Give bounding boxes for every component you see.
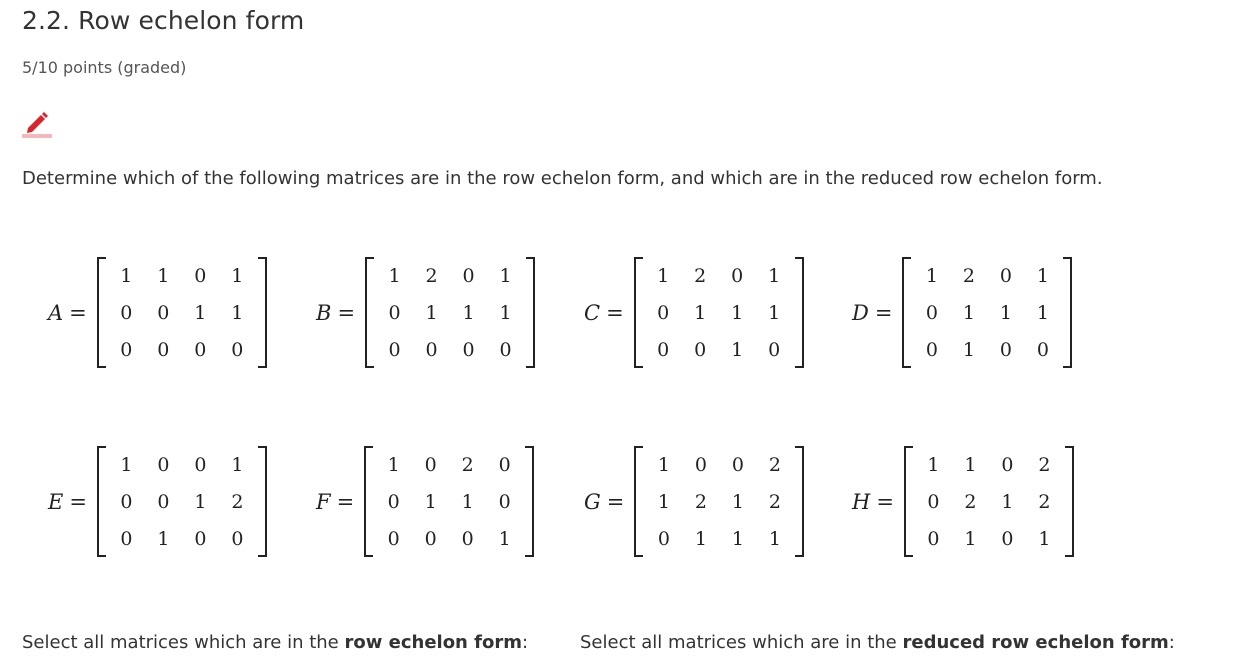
matrix-cell: 1 [194, 490, 207, 513]
matrix-cell: 1 [1036, 301, 1049, 324]
matrix-cell: 0 [387, 527, 400, 550]
left-bracket [365, 257, 374, 368]
matrix-cell: 1 [1036, 264, 1049, 287]
matrix-name: H [852, 489, 871, 514]
matrix-cell: 1 [462, 301, 475, 324]
matrix-name: B [316, 300, 332, 325]
equals-sign: = [69, 300, 87, 325]
equals-sign: = [336, 489, 355, 514]
left-bracket [634, 446, 643, 557]
matrix-cell: 1 [962, 338, 975, 361]
matrix-cell: 1 [194, 301, 207, 324]
matrix-cell: 1 [964, 527, 977, 550]
matrix-e [48, 446, 267, 557]
question-prompt: Determine which of the following matrices are in the row echelon form, and which are in the reduced row echelon form. [22, 168, 1103, 189]
right-bracket [1065, 446, 1074, 557]
rref-select-label [580, 632, 1175, 653]
matrix-cell: 1 [657, 264, 670, 287]
matrix-body [904, 446, 1074, 557]
matrix-cell: 0 [425, 338, 438, 361]
right-bracket [258, 446, 267, 557]
matrix-cell: 0 [461, 527, 474, 550]
matrix-cell: 0 [1001, 527, 1014, 550]
matrix-cell: 0 [157, 453, 170, 476]
matrix-cell: 0 [694, 338, 707, 361]
left-bracket [634, 257, 643, 368]
matrix-cell: 1 [999, 301, 1012, 324]
matrix-cell: 0 [1001, 453, 1014, 476]
matrix-cell: 0 [927, 527, 940, 550]
right-bracket [795, 446, 804, 557]
matrix-cell: 2 [768, 453, 781, 476]
matrix-cell: 0 [927, 490, 940, 513]
matrix-cell: 0 [388, 338, 401, 361]
matrix-cell: 1 [731, 338, 744, 361]
matrix-cell: 1 [120, 453, 133, 476]
matrix-cell: 1 [927, 453, 940, 476]
matrix-cell: 0 [657, 338, 670, 361]
matrix-cell: 0 [1036, 338, 1049, 361]
matrix-cell: 1 [424, 490, 437, 513]
matrix-cell: 0 [387, 490, 400, 513]
matrix-cell: 0 [731, 264, 744, 287]
matrix-cell: 0 [388, 301, 401, 324]
matrix-cell: 0 [499, 338, 512, 361]
rref-bold: reduced row echelon form [902, 632, 1169, 653]
matrix-body [97, 257, 267, 368]
matrix-a [48, 257, 267, 368]
matrix-cell: 0 [120, 527, 133, 550]
matrix-name: D [852, 300, 869, 325]
matrix-cell: 0 [424, 527, 437, 550]
matrix-cell: 1 [231, 301, 244, 324]
matrix-cell: 1 [388, 264, 401, 287]
matrix-cell: 2 [1038, 453, 1051, 476]
right-bracket [525, 446, 534, 557]
matrix-cell: 1 [231, 453, 244, 476]
matrix-cell: 0 [424, 453, 437, 476]
right-bracket [258, 257, 267, 368]
matrix-body [902, 257, 1072, 368]
left-bracket [97, 257, 106, 368]
matrix-cell: 2 [962, 264, 975, 287]
matrix-cell: 0 [925, 338, 938, 361]
matrix-cell: 2 [461, 453, 474, 476]
left-bracket [364, 446, 373, 557]
ref-bold: row echelon form [344, 632, 522, 653]
left-bracket [97, 446, 106, 557]
pencil-icon[interactable] [22, 106, 52, 138]
matrix-cell: 1 [964, 453, 977, 476]
ref-suffix: : [521, 632, 529, 653]
ref-prefix: Select all matrices which are in the [22, 632, 345, 653]
matrix-cell: 0 [657, 527, 670, 550]
matrix-name: G [584, 489, 601, 514]
right-bracket [795, 257, 804, 368]
matrix-cell: 0 [498, 453, 511, 476]
matrix-name: A [48, 300, 64, 325]
matrix-cell: 1 [499, 264, 512, 287]
matrix-h [852, 446, 1074, 557]
matrix-cell: 0 [694, 453, 707, 476]
matrix-cell: 0 [194, 338, 207, 361]
matrix-cell: 1 [694, 527, 707, 550]
matrix-cell: 0 [462, 338, 475, 361]
matrix-cell: 0 [231, 338, 244, 361]
matrix-body [364, 446, 534, 557]
equals-sign: = [337, 300, 356, 325]
matrix-c [584, 257, 804, 368]
matrix-cell: 1 [962, 301, 975, 324]
matrix-body [365, 257, 535, 368]
rref-prefix: Select all matrices which are in the [580, 632, 903, 653]
matrix-cell: 0 [157, 490, 170, 513]
matrix-cell: 2 [425, 264, 438, 287]
matrix-cell: 1 [231, 264, 244, 287]
rref-suffix: : [1168, 632, 1175, 653]
matrix-cell: 1 [768, 301, 781, 324]
matrix-cell: 1 [425, 301, 438, 324]
matrix-g [584, 446, 804, 557]
ref-select-label [22, 632, 528, 653]
matrix-cell: 0 [999, 338, 1012, 361]
matrix-cell: 1 [157, 264, 170, 287]
matrix-cell: 2 [964, 490, 977, 513]
equals-sign: = [874, 300, 893, 325]
matrix-cell: 2 [768, 490, 781, 513]
matrix-body [97, 446, 267, 557]
left-bracket [902, 257, 911, 368]
matrix-cell: 0 [120, 490, 133, 513]
matrix-f [316, 446, 534, 557]
left-bracket [904, 446, 913, 557]
matrix-cell: 1 [925, 264, 938, 287]
matrix-d [852, 257, 1072, 368]
right-bracket [1063, 257, 1072, 368]
matrix-cell: 1 [387, 453, 400, 476]
matrix-cell: 0 [925, 301, 938, 324]
matrix-cell: 2 [231, 490, 244, 513]
matrix-cell: 1 [120, 264, 133, 287]
matrix-cell: 0 [194, 453, 207, 476]
equals-sign: = [69, 489, 87, 514]
matrix-cell: 1 [731, 301, 744, 324]
matrix-cell: 0 [120, 338, 133, 361]
matrix-b [316, 257, 535, 368]
matrix-cell: 1 [1038, 527, 1051, 550]
matrix-cell: 1 [657, 490, 670, 513]
matrix-cell: 2 [1038, 490, 1051, 513]
matrix-cell: 1 [694, 301, 707, 324]
matrix-cell: 2 [694, 490, 707, 513]
matrix-cell: 1 [157, 527, 170, 550]
matrix-cell: 0 [120, 301, 133, 324]
matrix-cell: 0 [231, 527, 244, 550]
matrix-cell: 1 [768, 264, 781, 287]
equals-sign: = [606, 489, 625, 514]
problem-title: 2.2. Row echelon form [22, 6, 305, 35]
matrix-name: F [316, 489, 331, 514]
equals-sign: = [606, 300, 624, 325]
matrix-cell: 0 [194, 264, 207, 287]
matrix-cell: 0 [657, 301, 670, 324]
matrix-body [634, 257, 804, 368]
matrix-cell: 0 [768, 338, 781, 361]
matrix-cell: 1 [768, 527, 781, 550]
matrix-cell: 2 [694, 264, 707, 287]
matrix-cell: 1 [731, 527, 744, 550]
matrix-cell: 0 [157, 338, 170, 361]
equals-sign: = [876, 489, 894, 514]
matrix-cell: 0 [498, 490, 511, 513]
points-label: 5/10 points (graded) [22, 58, 187, 77]
matrix-cell: 1 [499, 301, 512, 324]
matrix-cell: 0 [999, 264, 1012, 287]
matrix-cell: 1 [498, 527, 511, 550]
matrix-cell: 0 [731, 453, 744, 476]
matrix-cell: 0 [194, 527, 207, 550]
matrix-cell: 1 [1001, 490, 1014, 513]
matrix-body [634, 446, 804, 557]
matrix-name: C [584, 300, 601, 325]
matrix-cell: 1 [657, 453, 670, 476]
matrix-cell: 0 [462, 264, 475, 287]
matrix-name: E [48, 489, 64, 514]
matrix-cell: 1 [731, 490, 744, 513]
matrix-cell: 1 [461, 490, 474, 513]
right-bracket [526, 257, 535, 368]
matrix-cell: 0 [157, 301, 170, 324]
